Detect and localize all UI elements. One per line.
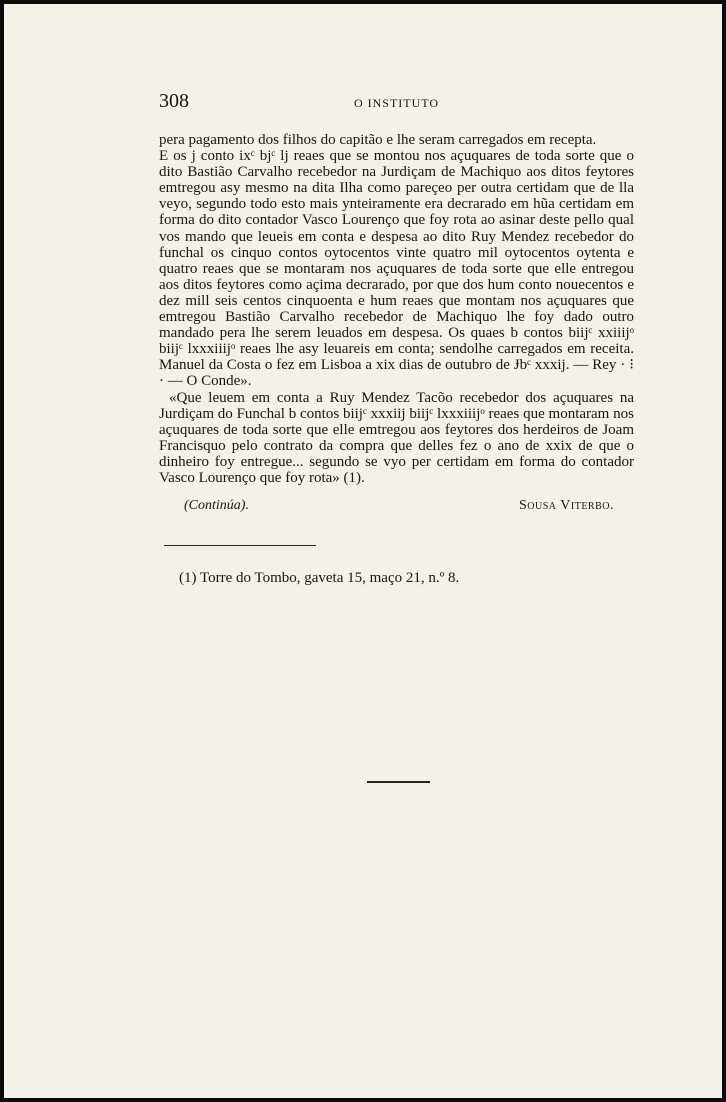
paragraph: «Que leuem em conta a Ruy Mendez Tacõo recebedor dos açuquares na Jurdiçam do Funchal b contos biijᶜ xxxiij biijᶜ lxxxiiijᵒ reaes que montaram nos açuquares de toda sorte que elle emtregou aos feytores dos herdeiros de Joam Francisquo pelo contrato da compra que delles fez o ano de xxix de que o dinheiro foy entregue... segundo se vyo per certidam em forma do contador Vasco Lourenço que foy rota» (1). xyxy=(159,389,634,486)
document-page xyxy=(4,4,722,1098)
running-head: O INSTITUTO xyxy=(353,96,440,110)
author-name: Sousa Viterbo. xyxy=(519,498,614,513)
body-text xyxy=(159,132,634,486)
footnote: (1) Torre do Tombo, gaveta 15, maço 21, n.º 8. xyxy=(179,570,460,586)
paragraph: E os j conto ixᶜ bjᶜ lj reaes que se montou nos açuquares de toda sorte que o dito Bastião Carvalho recebedor na Jurdiçam de Machiquo aos ditos feytores emtregou asy mesmo na dita Ilha como pareçeo per outra certidam que de lla veyo, segundo todo esto mais ynteiramente era decrarado em hũa certidam em forma do dito contador Vasco Lourenço que foy rota ao asinar deste pello qual vos mando que leueis em conta e despesa ao dito Ruy Mendez recebedor do funchal os cinquo contos oytocentos vinte quatro mil oytocentos oytenta e quatro reaes que se montaram nos açuquares de toda sorte que elle entregou aos ditos feytores como açima decrarado, por que dos hum conto nouecentos e dez mill seis centos cinquoenta e hum reaes que montam nos açuquares que emtregou Bastião Carvalho recebedor de Machiquo lhe foy dado outro mandado pera lhe serem leuados em despesa. Os quaes b contos biijᶜ xxiiijᵒ biijᶜ lxxxiiijᵒ reaes lhe asy leuareis em conta; sendolhe carregados em receita. Manuel da Costa o fez em Lisboa a xix dias de outubro de Ɉbᶜ xxxij. — Rey · ⁝ · — O Conde». xyxy=(159,148,634,390)
page-header xyxy=(159,90,634,114)
footnote-rule xyxy=(164,545,316,546)
continua-label: (Continúa). xyxy=(184,498,249,513)
page-number: 308 xyxy=(159,90,189,112)
paragraph: pera pagamento dos filhos do capitão e lhe seram carregados em recepta. xyxy=(159,132,597,148)
end-rule xyxy=(367,781,430,783)
signature-row xyxy=(174,498,614,518)
